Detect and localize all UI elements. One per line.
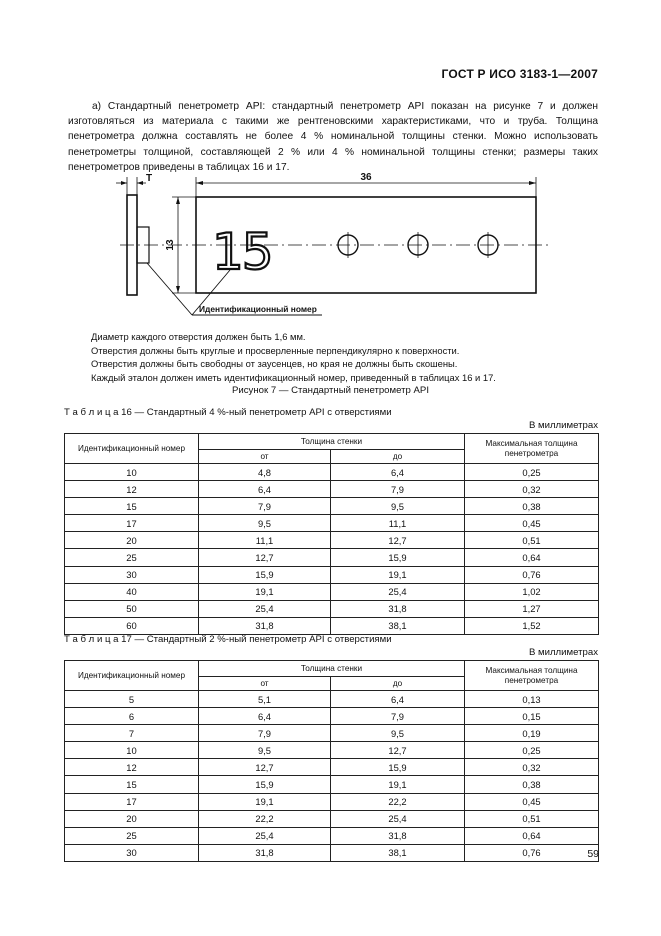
table-cell: 0,45 <box>465 515 599 532</box>
note-line: Отверстия должны быть круглые и просверленные перпендикулярно к поверхности. <box>91 344 460 356</box>
table-cell: 22,2 <box>331 793 465 810</box>
figure-caption: Рисунок 7 — Стандартный пенетрометр API <box>231 385 429 396</box>
table-cell: 0,25 <box>465 464 599 481</box>
table-cell: 12,7 <box>199 549 331 566</box>
table16 <box>64 433 599 635</box>
table-cell: 0,13 <box>465 691 599 708</box>
table-cell: 38,1 <box>331 617 465 634</box>
table-cell: 0,15 <box>465 708 599 725</box>
intro-paragraph <box>68 99 598 175</box>
table-row <box>65 583 599 600</box>
header-to: до <box>331 450 465 464</box>
table-cell: 0,51 <box>465 810 599 827</box>
header-max: Максимальная толщина пенетрометра <box>465 661 599 691</box>
figure-notes <box>91 330 591 384</box>
table-cell: 1,27 <box>465 600 599 617</box>
table-cell: 6,4 <box>199 481 331 498</box>
table-cell: 31,8 <box>331 827 465 844</box>
table-cell: 31,8 <box>199 844 331 861</box>
header-to: до <box>331 677 465 691</box>
table-cell: 15,9 <box>331 759 465 776</box>
table-cell: 19,1 <box>331 776 465 793</box>
table-cell: 19,1 <box>199 793 331 810</box>
table16-units: В миллиметрах <box>528 420 598 431</box>
table-cell: 25 <box>65 549 199 566</box>
table-cell: 0,25 <box>465 742 599 759</box>
table-cell: 7,9 <box>199 498 331 515</box>
table-row <box>65 810 599 827</box>
table-cell: 0,51 <box>465 532 599 549</box>
table-cell: 6,4 <box>199 708 331 725</box>
table-row <box>65 515 599 532</box>
table-cell: 38,1 <box>331 844 465 861</box>
header-id: Идентификационный номер <box>65 434 199 464</box>
table-row <box>65 708 599 725</box>
identification-label: Идентификационный номер <box>199 304 317 314</box>
table-cell: 7,9 <box>331 708 465 725</box>
table-cell: 0,19 <box>465 725 599 742</box>
note-line: Диаметр каждого отверстия должен быть 1,6 мм. <box>91 331 306 342</box>
table-cell: 7 <box>65 725 199 742</box>
dim-height-label: 13 <box>165 239 176 251</box>
header-from: от <box>199 677 331 691</box>
table-cell: 15 <box>65 776 199 793</box>
table-cell: 40 <box>65 583 199 600</box>
table-cell: 5 <box>65 691 199 708</box>
dim-length-label: 36 <box>360 172 372 183</box>
table-cell: 15,9 <box>199 776 331 793</box>
table-row <box>65 464 599 481</box>
table17-caption: Т а б л и ц а 17 — Стандартный 2 %-ный пенетрометр API с отверстиями <box>64 634 392 645</box>
table-row <box>65 600 599 617</box>
table-cell: 10 <box>65 742 199 759</box>
table-cell: 0,38 <box>465 498 599 515</box>
table-cell: 0,45 <box>465 793 599 810</box>
table-cell: 7,9 <box>199 725 331 742</box>
table-cell: 20 <box>65 810 199 827</box>
table-cell: 0,64 <box>465 827 599 844</box>
table-cell: 10 <box>65 464 199 481</box>
table-row <box>65 827 599 844</box>
table-cell: 22,2 <box>199 810 331 827</box>
table-cell: 12,7 <box>331 532 465 549</box>
table-cell: 15,9 <box>199 566 331 583</box>
dim-thickness-label: T <box>146 173 153 184</box>
table-row <box>65 549 599 566</box>
table-cell: 19,1 <box>331 566 465 583</box>
table-cell: 1,02 <box>465 583 599 600</box>
table-cell: 6,4 <box>331 691 465 708</box>
table-cell: 0,76 <box>465 566 599 583</box>
table-cell: 6 <box>65 708 199 725</box>
table-cell: 0,64 <box>465 549 599 566</box>
header-id: Идентификационный номер <box>65 661 199 691</box>
table17-units: В миллиметрах <box>528 647 598 658</box>
table17 <box>64 660 599 862</box>
penetrometer-figure <box>100 165 560 325</box>
header-thickness: Толщина стенки <box>199 661 465 677</box>
table-cell: 0,76 <box>465 844 599 861</box>
table-row <box>65 776 599 793</box>
table-cell: 9,5 <box>331 498 465 515</box>
table-row <box>65 725 599 742</box>
table-cell: 0,38 <box>465 776 599 793</box>
table-cell: 60 <box>65 617 199 634</box>
table-row <box>65 691 599 708</box>
table-cell: 17 <box>65 793 199 810</box>
table-row <box>65 617 599 634</box>
table-cell: 19,1 <box>199 583 331 600</box>
table-row <box>65 566 599 583</box>
header-from: от <box>199 450 331 464</box>
header-max: Максимальная толщина пенетрометра <box>465 434 599 464</box>
table-cell: 17 <box>65 515 199 532</box>
table-cell: 12,7 <box>199 759 331 776</box>
table-cell: 25,4 <box>331 583 465 600</box>
table-cell: 9,5 <box>199 742 331 759</box>
note-line: Каждый эталон должен иметь идентификационный номер, приведенный в таблицах 16 и 17. <box>91 371 496 383</box>
page-number: 59 <box>587 848 599 860</box>
table-cell: 12 <box>65 759 199 776</box>
table-cell: 20 <box>65 532 199 549</box>
paragraph-text: Стандартный пенетрометр API: стандартный пенетрометр API показан на рисунке 7 и должен изготовляться из материала с такими же рентгеновскими характеристиками, что и труба. Толщина пенетрометра должна составлять не более 4 % номинальной толщины стенки. Можно использовать пенетрометры толщиной, составляющей 2 % или 4 % номинальной толщины стенки; размеры таких пенетрометров приведены в таблицах 16 и 17. <box>68 101 598 173</box>
table-cell: 15 <box>65 498 199 515</box>
table-cell: 25,4 <box>199 827 331 844</box>
table-row <box>65 498 599 515</box>
paragraph-prefix: а) <box>92 101 102 112</box>
table-cell: 11,1 <box>331 515 465 532</box>
table-cell: 11,1 <box>199 532 331 549</box>
table-cell: 25,4 <box>331 810 465 827</box>
table-cell: 30 <box>65 566 199 583</box>
table16-body <box>65 464 599 635</box>
table-row <box>65 532 599 549</box>
table-cell: 25,4 <box>199 600 331 617</box>
table-cell: 9,5 <box>199 515 331 532</box>
table-row <box>65 793 599 810</box>
table-cell: 31,8 <box>331 600 465 617</box>
table-cell: 50 <box>65 600 199 617</box>
table-cell: 25 <box>65 827 199 844</box>
identification-number: 15 <box>212 223 272 281</box>
note-line: Отверстия должны быть свободны от заусенцев, но края не должны быть скошены. <box>91 358 458 370</box>
table-row <box>65 759 599 776</box>
table-cell: 7,9 <box>331 481 465 498</box>
table-cell: 15,9 <box>331 549 465 566</box>
table-cell: 30 <box>65 844 199 861</box>
table-cell: 9,5 <box>331 725 465 742</box>
table-cell: 0,32 <box>465 759 599 776</box>
table-cell: 12,7 <box>331 742 465 759</box>
table-cell: 12 <box>65 481 199 498</box>
table-cell: 6,4 <box>331 464 465 481</box>
table-cell: 5,1 <box>199 691 331 708</box>
document-header: ГОСТ Р ИСО 3183-1—2007 <box>441 67 598 81</box>
table-cell: 1,52 <box>465 617 599 634</box>
table-cell: 31,8 <box>199 617 331 634</box>
table17-body <box>65 691 599 862</box>
table-row <box>65 844 599 861</box>
table-row <box>65 742 599 759</box>
table-cell: 0,32 <box>465 481 599 498</box>
header-thickness: Толщина стенки <box>199 434 465 450</box>
table16-caption: Т а б л и ц а 16 — Стандартный 4 %-ный пенетрометр API с отверстиями <box>64 407 392 418</box>
table-row <box>65 481 599 498</box>
table-cell: 4,8 <box>199 464 331 481</box>
